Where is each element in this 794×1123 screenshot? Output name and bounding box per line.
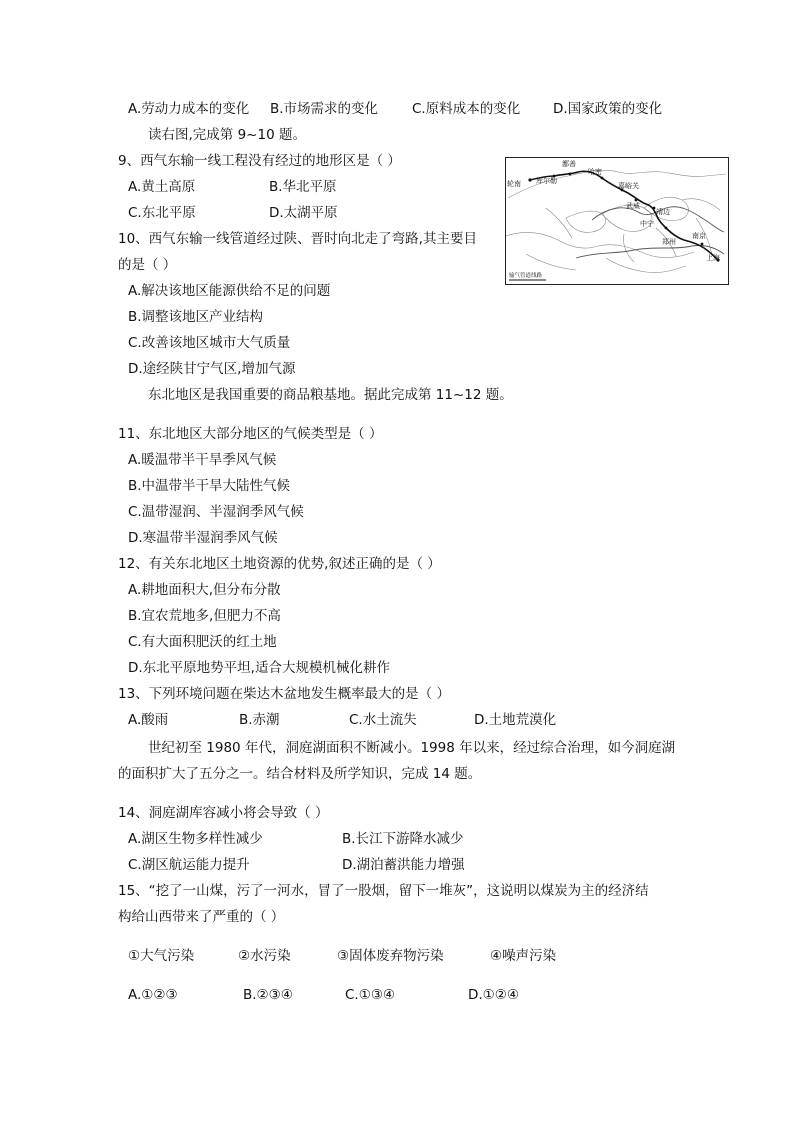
q8-option-c: C.原料成本的变化 bbox=[412, 101, 521, 117]
q15-item-4: ④噪声污染 bbox=[490, 948, 557, 964]
q9-option-b: B.华北平原 bbox=[269, 179, 337, 195]
label-lunnan: 轮南 bbox=[507, 180, 521, 188]
q12-option-d: D.东北平原地势平坦,适合大规模机械化耕作 bbox=[128, 660, 390, 676]
q13-option-c: C.水土流失 bbox=[349, 712, 417, 728]
q9-option-c: C.东北平原 bbox=[128, 205, 196, 221]
label-zhengzhou: 郑州 bbox=[662, 238, 676, 246]
label-jingbian: 靖边 bbox=[656, 208, 670, 216]
q11-option-b: B.中温带半干旱大陆性气候 bbox=[128, 478, 291, 494]
intro-14-line2: 的面积扩大了五分之一。结合材料及所学知识，完成 14 题。 bbox=[118, 766, 482, 782]
pipeline-map-svg bbox=[506, 158, 728, 284]
q13-option-a: A.酸雨 bbox=[128, 712, 169, 728]
q11-option-d: D.寒温带半湿润季风气候 bbox=[128, 530, 278, 546]
q11-option-a: A.暖温带半干旱季风气候 bbox=[128, 452, 277, 468]
label-wuwei: 武威 bbox=[626, 202, 640, 210]
map-legend bbox=[509, 271, 546, 280]
q11-option-c: C.温带湿润、半湿润季风气候 bbox=[128, 504, 304, 520]
label-nanjing: 南京 bbox=[692, 232, 706, 240]
label-zhongning: 中宁 bbox=[640, 220, 654, 228]
q14-stem: 14、洞庭湖库容减小将会导致（ ） bbox=[118, 805, 329, 821]
q15-option-d: D.①②④ bbox=[468, 987, 519, 1003]
q15-stem-line2: 构给山西带来了严重的（ ） bbox=[118, 909, 285, 925]
intro-14-line1: 世纪初至 1980 年代，洞庭湖面积不断减小。1998 年以来，经过综合治理，如今洞庭湖 bbox=[148, 740, 676, 756]
q15-item-2: ②水污染 bbox=[238, 948, 291, 964]
q14-option-b: B.长江下游降水减少 bbox=[342, 831, 464, 847]
province-boundaries bbox=[506, 170, 726, 272]
q10-option-a: A.解决该地区能源供给不足的问题 bbox=[128, 283, 331, 299]
q9-option-d: D.太湖平原 bbox=[269, 205, 338, 221]
q8-option-b: B.市场需求的变化 bbox=[270, 101, 379, 117]
q14-option-d: D.湖泊蓄洪能力增强 bbox=[342, 857, 465, 873]
q12-stem: 12、有关东北地区土地资源的优势,叙述正确的是（ ） bbox=[118, 556, 441, 572]
q10-stem-line1: 10、西气东输一线管道经过陕、晋时向北走了弯路,其主要目 bbox=[118, 231, 477, 247]
label-shanghai: 上海 bbox=[706, 254, 720, 262]
q15-option-a: A.①②③ bbox=[128, 987, 178, 1003]
q8-option-d: D.国家政策的变化 bbox=[553, 101, 663, 117]
q13-option-b: B.赤潮 bbox=[239, 712, 280, 728]
q9-stem: 9、西气东输一线工程没有经过的地形区是（ ） bbox=[118, 153, 401, 169]
q15-option-b: B.②③④ bbox=[243, 987, 293, 1003]
q10-option-d: D.途经陕甘宁气区,增加气源 bbox=[128, 361, 296, 377]
q10-option-c: C.改善该地区城市大气质量 bbox=[128, 335, 291, 351]
q11-stem: 11、东北地区大部分地区的气候类型是（ ） bbox=[118, 426, 383, 442]
q10-stem-line2: 的是（ ） bbox=[118, 257, 177, 273]
q8-option-a: A.劳动力成本的变化 bbox=[128, 101, 250, 117]
label-kuerle: 库尔勒 bbox=[536, 177, 557, 185]
q10-option-b: B.调整该地区产业结构 bbox=[128, 309, 264, 325]
legend-label: 输气管道线路 bbox=[509, 273, 543, 279]
q12-option-c: C.有大面积肥沃的红土地 bbox=[128, 634, 277, 650]
intro-9-10: 读右图,完成第 9~10 题。 bbox=[148, 127, 306, 143]
q13-stem: 13、下列环境问题在柴达木盆地发生概率最大的是（ ） bbox=[118, 686, 450, 702]
q15-item-3: ③固体废弃物污染 bbox=[337, 948, 444, 964]
q13-option-d: D.土地荒漠化 bbox=[474, 712, 557, 728]
q15-item-1: ①大气污染 bbox=[128, 948, 195, 964]
q12-option-a: A.耕地面积大,但分布分散 bbox=[128, 582, 281, 598]
intro-11-12: 东北地区是我国重要的商品粮基地。据此完成第 11~12 题。 bbox=[148, 387, 513, 403]
label-shanshan: 鄯善 bbox=[562, 160, 576, 168]
q9-option-a: A.黄土高原 bbox=[128, 179, 196, 195]
q14-option-c: C.湖区航运能力提升 bbox=[128, 857, 250, 873]
label-jiayuguan: 嘉峪关 bbox=[618, 182, 639, 190]
label-hami: 哈密 bbox=[588, 168, 602, 176]
q14-option-a: A.湖区生物多样性减少 bbox=[128, 831, 263, 847]
q12-option-b: B.宜农荒地多,但肥力不高 bbox=[128, 608, 281, 624]
q15-option-c: C.①③④ bbox=[345, 987, 396, 1003]
pipeline-map bbox=[505, 157, 729, 285]
q15-stem-line1: 15、“挖了一山煤，污了一河水，冒了一股烟，留下一堆灰”，这说明以煤炭为主的经济结 bbox=[118, 883, 649, 899]
